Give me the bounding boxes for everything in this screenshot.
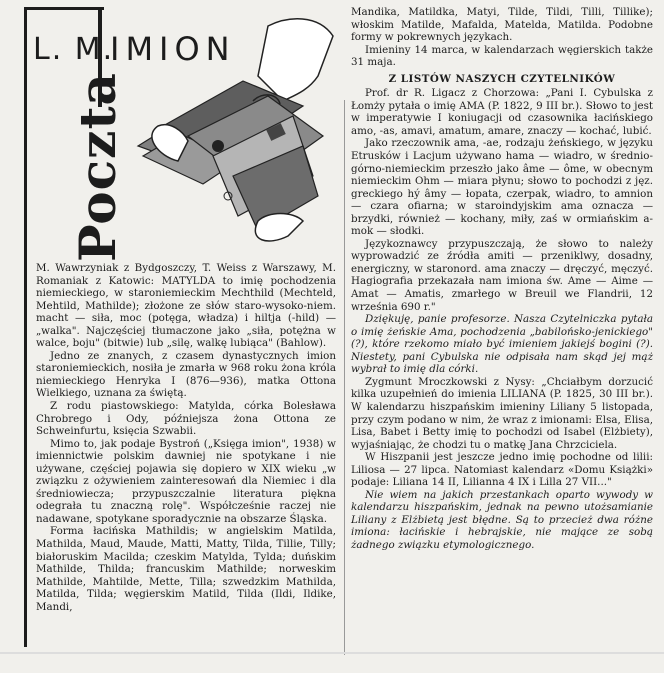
section-title: Z LISTÓW NASZYCH CZYTELNIKÓW [388, 72, 616, 85]
paragraph: Forma łacińska Mathildis; w angielskim Matilda, Mathilda, Maud, Maude, Matti, Matty, Tilda, Tillie, Tilly; białoruskim Macilda; czeskim Matylda, Tylda; duńskim Mathilde, Thilda; francuskim Mathilde; norweskim Mathilde, Mahtilde, Mette, Tilla; szwedzkim Mathilda, Matilda, Tilda; węgierskim Matild, Tilda (Ildi, Ildike, Mandi, [36, 525, 336, 613]
paragraph: Jako rzeczownik ama, -ae, rodzaju żeńskiego, w języku Etrusków i Lacjum używano hama — wiadro, w średnio-górno-niemieckim przeszło jako âme — ôme, w obecnym niemieckim Ohm — miara płynu; słowo to pochodzi z jęz. greckiego hý âmy — łopata, czerpak, wiadro, to amnion — czara ofiarna; w staroindyjskim ama oznacza — brzydki, również — kochany, miły, zaś w ormiańskim a-mok — słodki. [351, 137, 653, 238]
paragraph: Mimo to, jak podaje Bystroń („Księga imion", 1938) w imiennictwie polskim dawniej nie spotykane i nie używane, częściej pojawia się dopiero w XIX wieku „w związku z ożywieniem zainteresowań dla Niemiec i dla średniowiecza; przypuszczalnie literatura piękna odegrała tu znaczną rolę". Współcześnie raczej nie nadawane, spotykane sporadycznie na obszarze Śląska. [36, 437, 336, 525]
top-border-rule [24, 7, 104, 10]
paragraph: Z rodu piastowskiego: Matylda, córka Bolesława Chrobrego i Ody, późniejsza żona Ottona ze Schweinfurtu, księcia Szwabii. [36, 400, 336, 438]
paragraph: Nie wiem na jakich przestankach oparto wywody w kalendarzu hiszpańskim, jednak na pewno utożsamianie Liliany z Elżbietą jest błędne. Są to przecież dwa różne imiona: łacińskie i hebrajskie, nie mające ze sobą żadnego związku etymologicznego. [351, 488, 653, 551]
column-title-text: Poczta [68, 72, 127, 262]
left-column [36, 262, 336, 613]
paragraph: Prof. dr R. Ligacz z Chorzowa: „Pani I. Cybulska z Łomży pytała o imię AMA (P. 1822, 9 III br.). Słowo to jest w imperatywie I koniugacji od czasownika łacińskiego amo, -as, amavi, amatum, amare, znaczy — kochać, lubić. [351, 87, 653, 137]
header-initials: L. M. [33, 32, 115, 67]
paragraph: Dziękuję, panie profesorze. Nasza Czytelniczka pytała o imię żeńskie Ama, pochodzenia „babilońsko-jenickiego" (?), które rzekomo miało być imieniem jakiejś bogini (?). Niestety, pani Cybulska nie odpisała nam skąd jej mąż wybrał to imię dla córki. [351, 313, 653, 376]
column-title [20, 62, 127, 262]
header-word: IMION [110, 30, 236, 68]
paragraph: Mandika, Matildka, Matyi, Tilde, Tildi, Tilli, Tillike); włoskim Matilde, Mafalda, Matelda, Matilda. Podobne formy w pokrewnych językach. [351, 6, 653, 44]
column-divider [344, 100, 345, 655]
paragraph: W Hiszpanii jest jeszcze jedno imię pochodne od lilii: Liliosa — 27 lipca. Natomiast kalendarz «Domu Książki» podaje: Liliana 14 II, Lilianna 4 IX i Lilla 27 VII..." [351, 451, 653, 489]
letters-illustration [118, 6, 343, 256]
paragraph: M. Wawrzyniak z Bydgoszczy, T. Weiss z Warszawy, M. Romaniak z Katowic: MATYLDA to imię pochodzenia niemieckiego, w staroniemieckim Mechthild (Mechteld, Mehtild, Mathilde); złożone ze słów staro-wysoko-niem. macht — siła, moc (potęga, władza) i hiltja (-hild) — „walka". Najczęściej tłumaczone jako „siła, potężna w walce, boju" (bitwie) lub „silę, walkę lubiąca" (Bahlow). [36, 262, 336, 350]
paragraph: Językoznawcy przypuszczają, że słowo to należy wyprowadzić ze źródła amiti — przeniklwy, dosadny, energiczny, w staronord. ama znaczy — dręczyć, męczyć. Hagiografia przekazała nam imiona św. Ame — Aime — Amat — Amatis, zmarłego w Breuil we Flandrii, 12 września 690 r." [351, 237, 653, 313]
bottom-rule [0, 652, 664, 654]
paragraph: Jedno ze znanych, z czasem dynastycznych imion staroniemieckich, nosiła je zmarła w 968 roku żona króla niemieckiego Henryka I (876—936), matka Ottona Wielkiego, uznana za świętą. [36, 349, 336, 400]
right-column [351, 6, 653, 552]
paragraph: Imieniny 14 marca, w kalendarzach węgierskich także 31 maja. [351, 43, 653, 69]
paragraph: Zygmunt Mroczkowski z Nysy: „Chciałbym dorzucić kilka uzupełnień do imienia LILIANA (P. 1825, 30 III br.). W kalendarzu hiszpańskim imieniny Liliany 5 listopada, przy czym podano w nim, że wraz z imionami: Elsa, Elisa, Lisa, Babet i Betty imię to pochodzi od Isabel (Elżbiety), wyjaśniając, że chodzi tu o matkę Jana Chrzciciela. [351, 375, 653, 451]
